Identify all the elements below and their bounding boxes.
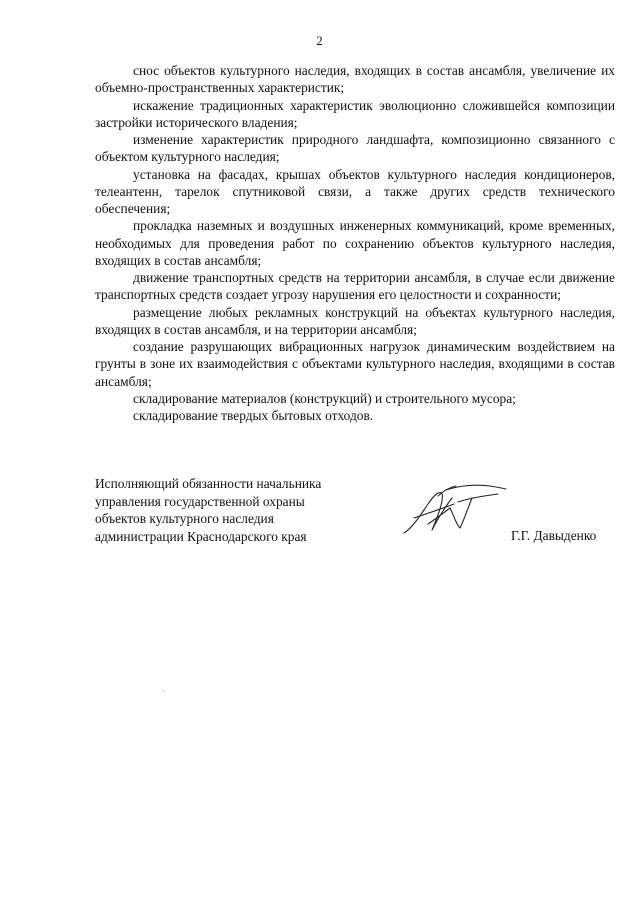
list-item: размещение любых рекламных конструкций на объектах культурного наследия, входящих в состав ансамбля, и на территории ансамбля; [95, 304, 615, 337]
list-item: снос объектов культурного наследия, входящих в состав ансамбля, увеличение их объемно-пространственных характеристик; [95, 63, 615, 96]
list-item: искажение традиционных характеристик эволюционно сложившейся композиции застройки исторического владения; [95, 97, 615, 130]
signatory-position-line: объектов культурного наследия [95, 511, 274, 526]
signatory-position-line: управления государственной охраны [95, 493, 305, 509]
list-item: складирование материалов (конструкций) и строительного мусора; [133, 390, 516, 406]
signatory-position-line: администрации Краснодарского края [95, 528, 307, 544]
prohibitions-list [95, 62, 615, 424]
signatory-position [95, 475, 321, 545]
list-item: установка на фасадах, крышах объектов культурного наследия кондиционеров, телеантенн, тарелок спутниковой связи, а также других средств технического обеспечения; [95, 166, 615, 216]
handwritten-signature [398, 478, 508, 540]
signer-name: Г.Г. Давыденко [511, 528, 597, 543]
list-item: прокладка наземных и воздушных инженерных коммуникаций, кроме временных, необходимых для проведения работ по сохранению объектов культурного наследия, входящих в состав ансамбля; [95, 218, 615, 268]
list-item: складирование твердых бытовых отходов. [133, 408, 374, 423]
list-item: создание разрушающих вибрационных нагрузок динамическим воздействием на грунты в зоне их взаимодействия с объектами культурного наследия, входящими в состав ансамбля; [95, 339, 615, 389]
signatory-position-line: Исполняющий обязанности начальника [95, 476, 322, 491]
list-item: изменение характеристик природного ландшафта, композиционно связанного с объектом культурного наследия; [95, 132, 615, 165]
scan-artifact [163, 690, 164, 692]
list-item: движение транспортных средств на территории ансамбля, в случае если движение транспортных средств создает угрозу нарушения его целостности и сохранности; [95, 270, 615, 303]
page-number: 2 [316, 33, 323, 48]
